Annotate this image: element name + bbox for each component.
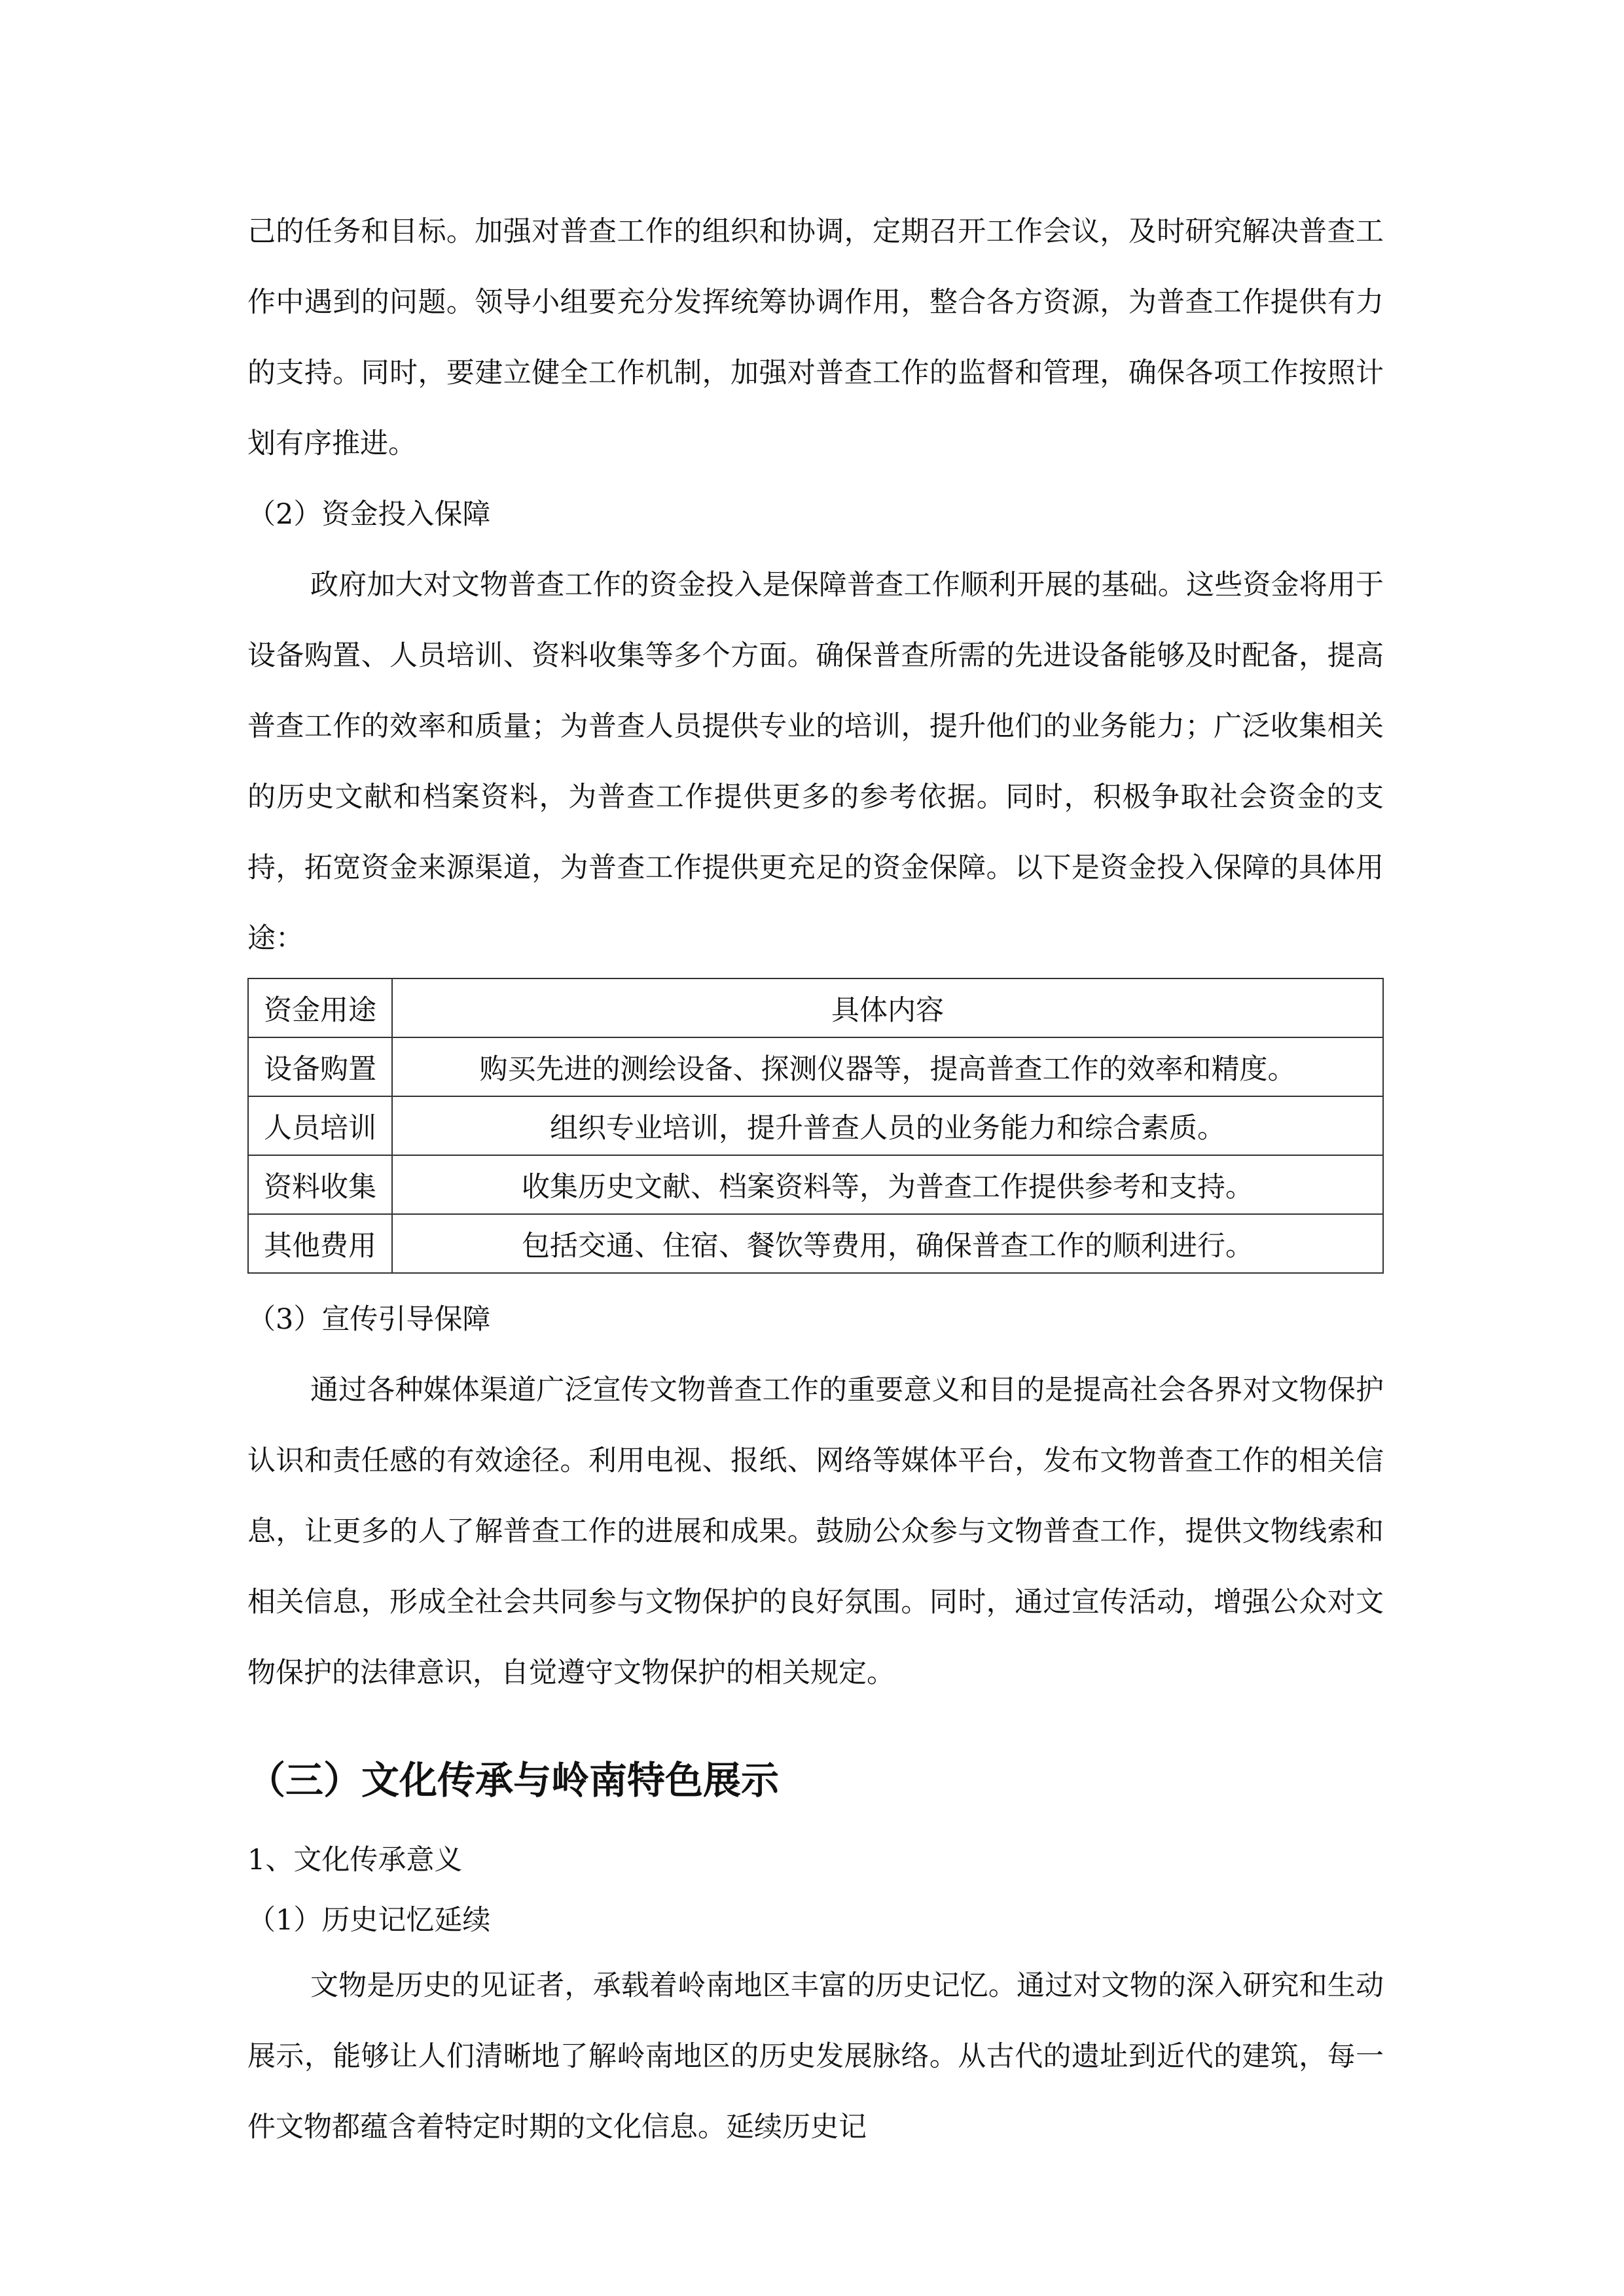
table-header-usage: 资金用途 xyxy=(248,978,392,1037)
table-header-row xyxy=(248,978,1383,1037)
paragraph-historical-memory: 文物是历史的见证者，承载着岭南地区丰富的历史记忆。通过对文物的深入研究和生动展示，能够让人们清晰地了解岭南地区的历史发展脉络。从古代的遗址到近代的建筑，每一件文物都蕴含着特定时期的文化信息。延续历史记 xyxy=(247,1969,1384,2144)
paragraph-funding-guarantee: 政府加大对文物普查工作的资金投入是保障普查工作顺利开展的基础。这些资金将用于设备购置、人员培训、资料收集等多个方面。确保普查所需的先进设备能够及时配备，提高普查工作的效率和质量；为普查人员提供专业的培训，提升他们的业务能力；广泛收集相关的历史文献和档案资料，为普查工作提供更多的参考依据。同时，积极争取社会资金的支持，拓宽资金来源渠道，为普查工作提供更充足的资金保障。以下是资金投入保障的具体用途： xyxy=(247,569,1384,955)
funding-usage-table xyxy=(247,978,1384,1274)
table-row xyxy=(248,1155,1383,1214)
table-row xyxy=(248,1214,1383,1273)
table-header-content: 具体内容 xyxy=(392,978,1383,1037)
document-page xyxy=(247,196,1384,2162)
table-cell-usage: 其他费用 xyxy=(248,1214,392,1273)
subheading-historical-memory: （1）历史记忆延续 xyxy=(247,1904,491,1937)
table-cell-usage: 设备购置 xyxy=(248,1037,392,1096)
paragraph-publicity-guarantee: 通过各种媒体渠道广泛宣传文物普查工作的重要意义和目的是提高社会各界对文物保护认识和责任感的有效途径。利用电视、报纸、网络等媒体平台，发布文物普查工作的相关信息，让更多的人了解普查工作的进展和成果。鼓励公众参与文物普查工作，提供文物线索和相关信息，形成全社会共同参与文物保护的良好氛围。同时，通过宣传活动，增强公众对文物保护的法律意识，自觉遵守文物保护的相关规定。 xyxy=(247,1374,1384,1689)
table-cell-content: 收集历史文献、档案资料等，为普查工作提供参考和支持。 xyxy=(392,1155,1383,1214)
table-row xyxy=(248,1037,1383,1096)
table-cell-content: 组织专业培训，提升普查人员的业务能力和综合素质。 xyxy=(392,1096,1383,1155)
table-cell-content: 包括交通、住宿、餐饮等费用，确保普查工作的顺利进行。 xyxy=(392,1214,1383,1273)
subheading-funding-guarantee: （2）资金投入保障 xyxy=(247,498,491,531)
table-cell-usage: 人员培训 xyxy=(248,1096,392,1155)
list-heading-heritage-significance: 1、文化传承意义 xyxy=(247,1844,463,1876)
subheading-publicity-guarantee: （3）宣传引导保障 xyxy=(247,1303,491,1336)
table-cell-usage: 资料收集 xyxy=(248,1155,392,1214)
table-row xyxy=(248,1096,1383,1155)
section-title-culture-heritage: （三）文化传承与岭南特色展示 xyxy=(247,1758,780,1803)
paragraph-leadership-continued: 己的任务和目标。加强对普查工作的组织和协调，定期召开工作会议，及时研究解决普查工作中遇到的问题。领导小组要充分发挥统筹协调作用，整合各方资源，为普查工作提供有力的支持。同时，要建立健全工作机制，加强对普查工作的监督和管理，确保各项工作按照计划有序推进。 xyxy=(247,215,1384,460)
table-cell-content: 购买先进的测绘设备、探测仪器等，提高普查工作的效率和精度。 xyxy=(392,1037,1383,1096)
